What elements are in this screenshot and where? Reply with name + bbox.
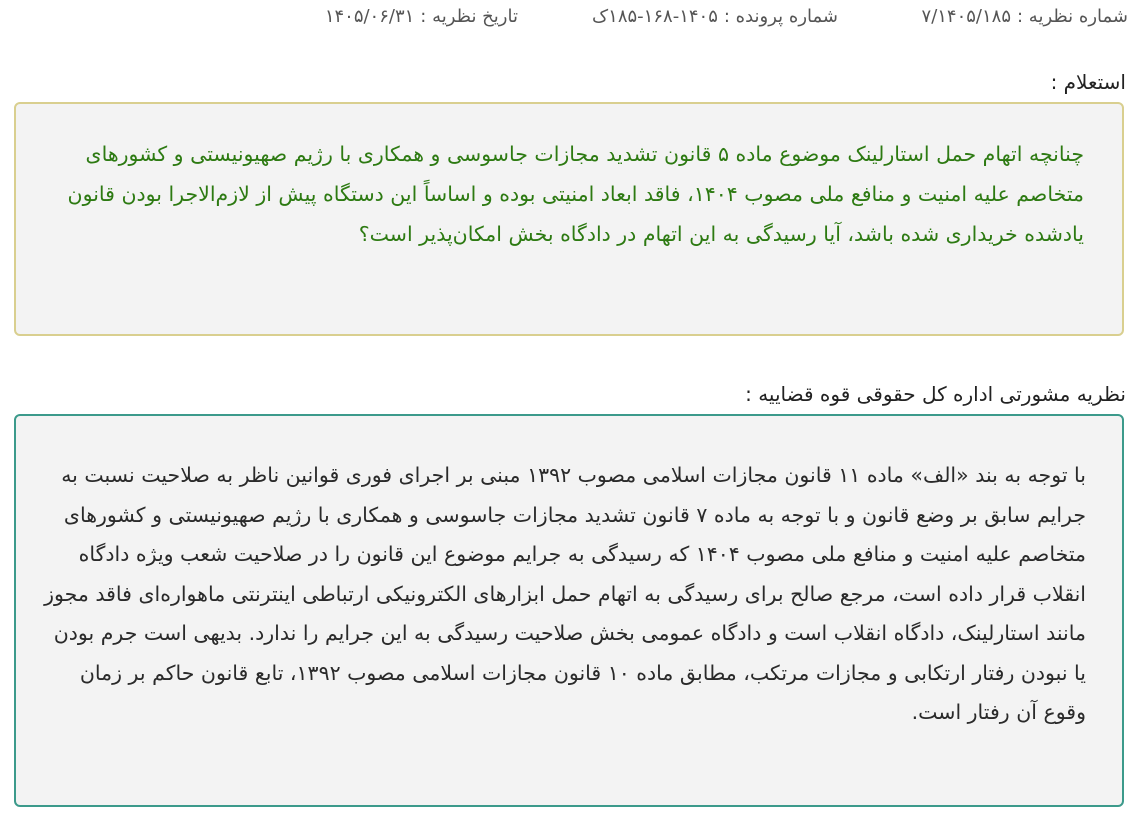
file-number bbox=[592, 6, 838, 27]
opinion-heading: نظریه مشورتی اداره کل حقوقی قوه قضاییه : bbox=[745, 382, 1126, 406]
opinion-number-value: ۷/۱۴۰۵/۱۸۵ bbox=[921, 6, 1012, 27]
opinion-box bbox=[14, 414, 1124, 807]
opinion-number bbox=[922, 6, 1128, 27]
inquiry-heading: استعلام : bbox=[1050, 70, 1126, 94]
opinion-date-value: ۱۴۰۵/۰۶/۳۱ bbox=[324, 6, 415, 27]
file-number-value: ۱۴۰۵-۱۶۸-۱۸۵ک bbox=[592, 6, 718, 27]
opinion-meta-row bbox=[8, 6, 1128, 32]
opinion-number-label: شماره نظریه : bbox=[1017, 6, 1128, 27]
opinion-date-label: تاریخ نظریه : bbox=[420, 6, 518, 27]
file-number-label: شماره پرونده : bbox=[723, 6, 838, 27]
opinion-date bbox=[325, 6, 518, 27]
inquiry-text: چنانچه اتهام حمل استارلینک موضوع ماده ۵ قانون تشدید مجازات جاسوسی و همکاری با رژیم صهیونیستی و کشورهای متخاصم علیه امنیت و منافع ملی مصوب ۱۴۰۴، فاقد ابعاد امنیتی بوده و اساساً این دستگاه پیش از لازم‌الاجرا بودن قانون یادشده خریداری شده باشد، آیا رسیدگی به این اتهام در دادگاه بخش امکان‌پذیر است؟ bbox=[67, 142, 1084, 246]
inquiry-box bbox=[14, 102, 1124, 336]
opinion-text: با توجه به بند «الف» ماده ۱۱ قانون مجازات اسلامی مصوب ۱۳۹۲ مبنی بر اجرای فوری قوانین ناظر به صلاحیت نسبت به جرایم سابق بر وضع قانون و با توجه به ماده ۷ قانون تشدید مجازات جاسوسی و همکاری با رژیم صهیونیستی و کشورهای متخاصم علیه امنیت و منافع ملی مصوب ۱۴۰۴ که رسیدگی به جرایم موضوع این قانون را در صلاحیت شعب ویژه دادگاه انقلاب قرار داده است، مرجع صالح برای رسیدگی به اتهام حمل ابزارهای الکترونیکی ارتباطی اینترنتی ماهواره‌ای فاقد مجوز مانند استارلینک، دادگاه انقلاب است و دادگاه عمومی بخش صلاحیت رسیدگی به این جرایم را ندارد. بدیهی است جرم بودن یا نبودن رفتار ارتکابی و مجازات مرتکب، مطابق ماده ۱۰ قانون مجازات اسلامی مصوب ۱۳۹۲، تابع قانون حاکم بر زمان وقوع آن رفتار است. bbox=[44, 463, 1086, 724]
